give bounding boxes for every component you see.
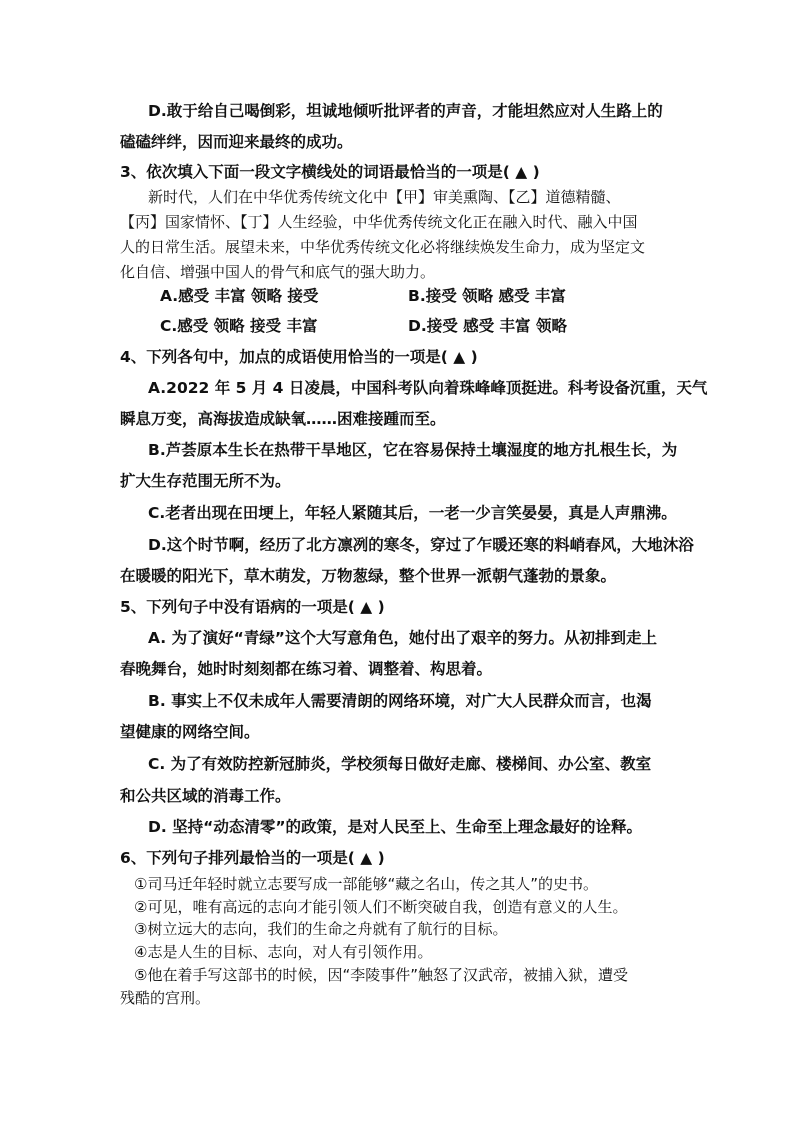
q6-item-3: ③树立远大的志向，我们的生命之舟就有了航行的目标。 bbox=[134, 920, 508, 938]
q4-option-b-line2: 扩大生存范围无所不为。 bbox=[120, 472, 291, 490]
q3-question: 3、依次填入下面一段文字横线处的词语最恰当的一项是( ▲ ) bbox=[120, 163, 540, 181]
q4-option-a-line1: A.2022 年 5 月 4 日凌晨，中国科考队向着珠峰峰顶挺进。科考设备沉重，天气 bbox=[148, 379, 708, 397]
q4-option-d-line1: D.这个时节啊，经历了北方凛冽的寒冬，穿过了乍暖还寒的料峭春风，大地沐浴 bbox=[148, 536, 694, 554]
q6-question: 6、下列句子排列最恰当的一项是( ▲ ) bbox=[120, 849, 385, 867]
q3-option-b: B.接受 领略 感受 丰富 bbox=[408, 287, 566, 305]
q3-option-c: C.感受 领略 接受 丰富 bbox=[160, 317, 318, 335]
q4-option-a-line2: 瞬息万变，高海拔造成缺氧……困难接踵而至。 bbox=[120, 410, 446, 428]
q5-option-d: D. 坚持“动态清零”的政策，是对人民至上、生命至上理念最好的诠释。 bbox=[148, 818, 643, 836]
q3-passage-line1: 新时代，人们在中华优秀传统文化中【甲】审美熏陶、【乙】道德精髓、 bbox=[148, 188, 621, 206]
q6-item-5-cont: 残酷的宫刑。 bbox=[120, 989, 211, 1007]
q4-option-c: C.老者出现在田埂上，年轻人紧随其后，一老一少言笑晏晏，真是人声鼎沸。 bbox=[148, 504, 677, 522]
q5-option-c-line2: 和公共区域的消毒工作。 bbox=[120, 787, 291, 805]
q3-option-d: D.接受 感受 丰富 领略 bbox=[408, 317, 567, 335]
q6-item-5: ⑤他在着手写这部书的时候，因“李陵事件”触怒了汉武帝，被捕入狱，遭受 bbox=[134, 966, 628, 984]
q6-item-4: ④志是人生的目标、志向，对人有引领作用。 bbox=[134, 943, 433, 961]
q5-option-a-line1: A. 为了演好“青绿”这个大写意角色，她付出了艰辛的努力。从初排到走上 bbox=[148, 629, 657, 647]
q6-item-2: ②可见，唯有高远的志向才能引领人们不断突破自我，创造有意义的人生。 bbox=[134, 898, 628, 916]
q5-option-b-line1: B. 事实上不仅未成年人需要清朗的网络环境，对广大人民群众而言，也渴 bbox=[148, 692, 652, 710]
q3-passage-line3: 人的日常生活。展望未来，中华优秀传统文化必将继续焕发生命力，成为坚定文 bbox=[120, 238, 646, 256]
q3-passage-line4: 化自信、增强中国人的骨气和底气的强大助力。 bbox=[120, 263, 436, 281]
q5-option-a-line2: 春晚舞台，她时时刻刻都在练习着、调整着、构思着。 bbox=[120, 660, 493, 678]
q2-option-d-line1: D.敢于给自己喝倒彩，坦诚地倾听批评者的声音，才能坦然应对人生路上的 bbox=[148, 102, 663, 120]
q4-option-b-line1: B.芦荟原本生长在热带干旱地区，它在容易保持土壤湿度的地方扎根生长，为 bbox=[148, 441, 678, 459]
q4-question: 4、下列各句中，加点的成语使用恰当的一项是( ▲ ) bbox=[120, 348, 478, 366]
q3-option-a: A.感受 丰富 领略 接受 bbox=[160, 287, 319, 305]
q6-item-1: ①司马迁年轻时就立志要写成一部能够“藏之名山，传之其人”的史书。 bbox=[134, 875, 598, 893]
q5-option-b-line2: 望健康的网络空间。 bbox=[120, 723, 260, 741]
q4-option-d-line2: 在暖暖的阳光下，草木萌发，万物葱绿，整个世界一派朝气蓬勃的景象。 bbox=[120, 567, 617, 585]
q5-option-c-line1: C. 为了有效防控新冠肺炎，学校须每日做好走廊、楼梯间、办公室、教室 bbox=[148, 755, 652, 773]
q2-option-d-line2: 磕磕绊绊，因而迎来最终的成功。 bbox=[120, 133, 353, 151]
q5-question: 5、下列句子中没有语病的一项是( ▲ ) bbox=[120, 598, 385, 616]
q3-passage-line2: 【丙】国家情怀、【丁】人生经验，中华优秀传统文化正在融入时代、融入中国 bbox=[120, 213, 638, 231]
